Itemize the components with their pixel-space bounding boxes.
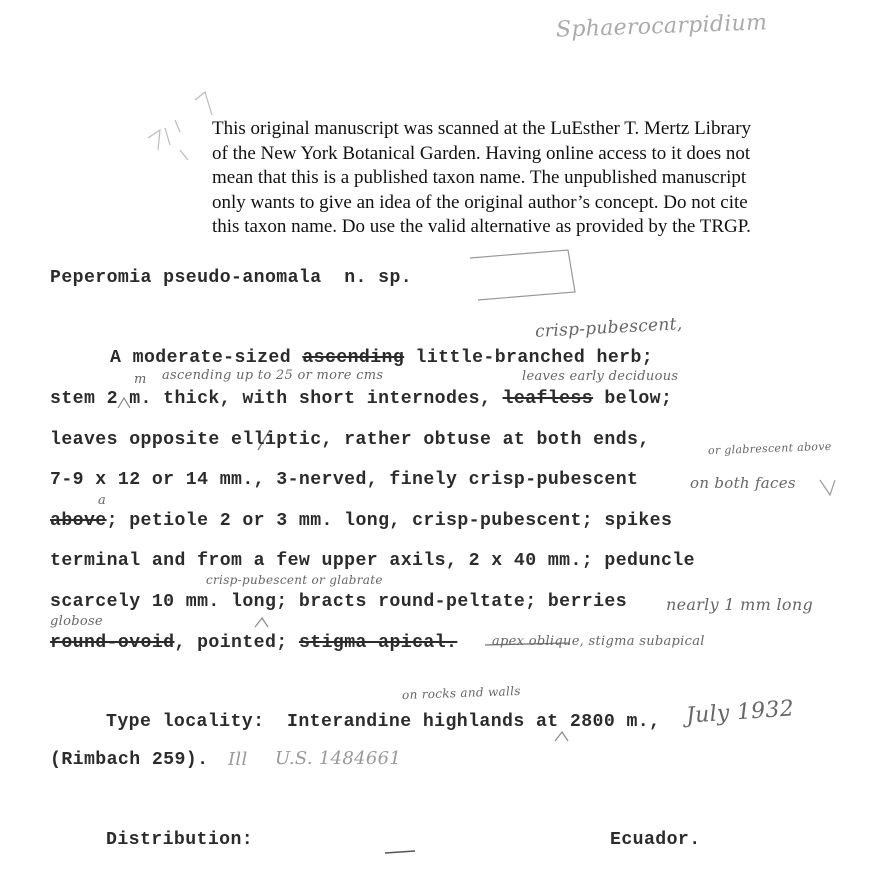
handwritten-crisp-pubescent: crisp-pubescent, bbox=[534, 314, 683, 342]
handwritten-crisp-glabrate: crisp-pubescent or glabrate bbox=[206, 573, 383, 587]
description-line-7: scarcely 10 mm. long; bracts round-peltate; berries bbox=[50, 592, 628, 612]
species-name: Peperomia pseudo-anomala bbox=[50, 268, 322, 288]
handwritten-leaves-deciduous: leaves early deciduous bbox=[522, 369, 679, 384]
text-segment: stem 2 m. thick, with short internodes, bbox=[50, 389, 503, 409]
text-segment: , pointed; bbox=[174, 633, 299, 653]
scribble-mark bbox=[195, 92, 212, 115]
text-segment: A moderate-sized bbox=[110, 348, 303, 368]
struck-text: leafless bbox=[502, 389, 594, 409]
type-locality-line bbox=[106, 712, 660, 732]
notice-line: only wants to give an idea of the original author’s concept. Do not cite bbox=[212, 191, 748, 213]
collector-line: (Rimbach 259). bbox=[50, 750, 209, 770]
type-locality-label: Type locality: bbox=[106, 712, 265, 732]
description-line-1 bbox=[110, 348, 653, 368]
notice-line: of the New York Botanical Garden. Having online access to it does not bbox=[212, 142, 751, 164]
struck-text: round-ovoid bbox=[50, 633, 175, 653]
handwritten-a-insert: a bbox=[98, 493, 107, 508]
description-line-4: 7-9 x 12 or 14 mm., 3-nerved, finely crisp-pubescent bbox=[50, 470, 639, 490]
handwritten-ill: Ill bbox=[228, 749, 248, 770]
text-segment: ; petiole 2 or 3 mm. long, crisp-pubescent; spikes bbox=[106, 511, 673, 531]
library-notice bbox=[212, 117, 837, 240]
bracket-mark bbox=[470, 250, 575, 300]
handwritten-or-glabrescent: or glabrescent above bbox=[707, 439, 832, 458]
handwritten-on-both-faces: on both faces bbox=[690, 474, 796, 492]
description-line-2 bbox=[50, 389, 672, 409]
species-title bbox=[50, 268, 412, 288]
header-annotation: Sphaerocarpidium bbox=[555, 10, 768, 43]
scribble-mark bbox=[148, 120, 180, 150]
handwritten-us-number: U.S. 1484661 bbox=[275, 748, 402, 769]
distribution-value: Ecuador. bbox=[610, 830, 701, 850]
scribble-mark bbox=[180, 150, 188, 160]
distribution-label: Distribution: bbox=[106, 830, 254, 850]
notice-line: mean that this is a published taxon name. The unpublished manuscript bbox=[212, 167, 747, 189]
description-line-3: leaves opposite elliptic, rather obtuse at both ends, bbox=[50, 430, 650, 450]
struck-text: stigma apical. bbox=[298, 633, 458, 653]
handwritten-globose: globose bbox=[50, 614, 103, 629]
arrow-mark bbox=[820, 480, 835, 495]
text-segment: below; bbox=[593, 389, 673, 409]
struck-text: above bbox=[50, 511, 107, 531]
description-line-6: terminal and from a few upper axils, 2 x 40 mm.; peduncle bbox=[50, 551, 695, 571]
description-line-8 bbox=[50, 633, 457, 653]
handwritten-date: July 1932 bbox=[685, 696, 795, 729]
type-locality-value: Interandine highlands at 2800 m., bbox=[287, 712, 661, 732]
caret-mark bbox=[255, 618, 268, 627]
struck-text: ascending bbox=[302, 348, 405, 368]
handwritten-apex-oblique: apex oblique, stigma subapical bbox=[492, 634, 705, 649]
dash-mark bbox=[385, 851, 415, 853]
notice-line: this taxon name. Do use the valid alternative as provided by the TRGP. bbox=[212, 216, 751, 238]
handwritten-m-insert: m bbox=[134, 372, 147, 387]
handwritten-on-rocks: on rocks and walls bbox=[401, 683, 521, 703]
notice-line: This original manuscript was scanned at the LuEsther T. Mertz Library bbox=[212, 118, 752, 139]
description-line-5 bbox=[50, 511, 672, 531]
handwritten-ascending: ascending up to 25 or more cms bbox=[162, 368, 384, 383]
species-status: n. sp. bbox=[344, 268, 413, 288]
handwritten-nearly-long: nearly 1 mm long bbox=[666, 595, 813, 614]
caret-mark bbox=[555, 732, 568, 741]
text-segment: little-branched herb; bbox=[404, 348, 654, 368]
